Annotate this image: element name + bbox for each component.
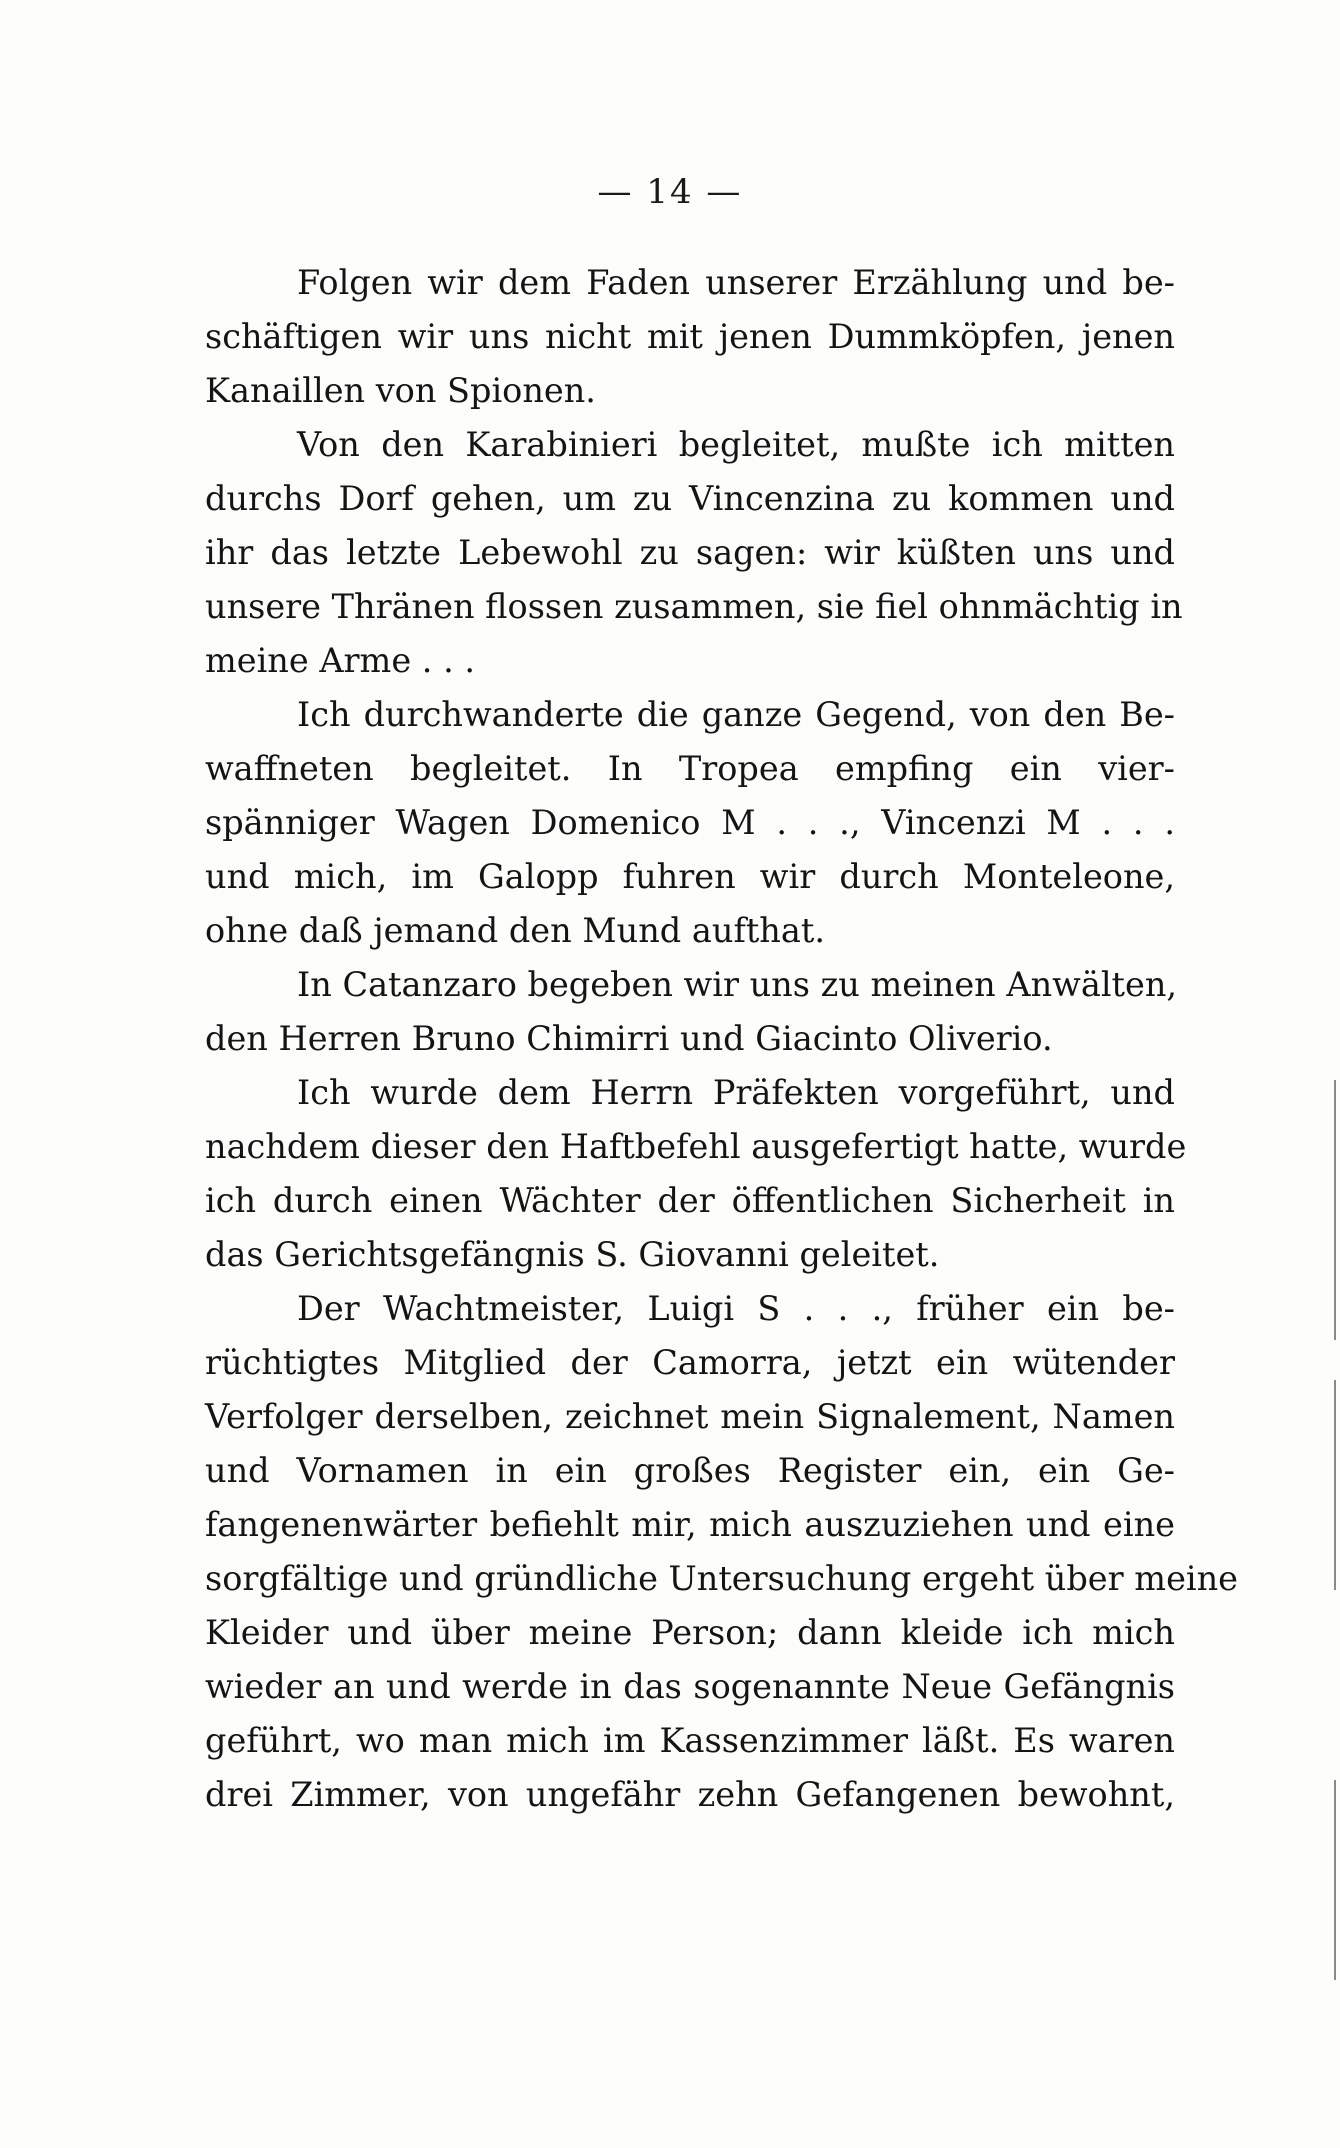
paragraph xyxy=(205,1282,1239,1822)
text-line: Ich durchwanderte die ganze Gegend, von den Be- xyxy=(297,695,1175,734)
text-line: rüchtigtes Mitglied der Camorra, jetzt ein wütender xyxy=(205,1343,1175,1382)
text-line: das Gerichtsgefängnis S. Giovanni geleitet. xyxy=(205,1235,940,1274)
text-line: waffneten begleitet. In Tropea empfing ein vier- xyxy=(205,749,1175,788)
page-number: — 14 — xyxy=(597,172,743,212)
text-line: fangenenwärter befiehlt mir, mich auszuziehen und eine xyxy=(205,1505,1175,1544)
text-line: unsere Thränen flossen zusammen, sie fiel ohnmächtig in xyxy=(205,587,1183,626)
paragraph xyxy=(205,958,1178,1066)
text-line: wieder an und werde in das sogenannte Neue Gefängnis xyxy=(205,1667,1175,1706)
text-line: Ich wurde dem Herrn Präfekten vorgeführt, und xyxy=(297,1073,1175,1112)
scan-edge-mark xyxy=(1334,1380,1336,1590)
paragraph xyxy=(205,688,1175,958)
scan-edge-mark xyxy=(1334,1080,1336,1340)
text-line: ohne daß jemand den Mund aufthat. xyxy=(205,911,825,950)
text-line: Kleider und über meine Person; dann kleide ich mich xyxy=(205,1613,1175,1652)
text-line: Verfolger derselben, zeichnet mein Signalement, Namen xyxy=(205,1397,1175,1436)
text-line: spänniger Wagen Domenico M . . ., Vincenzi M . . . xyxy=(205,803,1175,842)
text-line: ihr das letzte Lebewohl zu sagen: wir küßten uns und xyxy=(205,533,1175,572)
text-line: ich durch einen Wächter der öffentlichen Sicherheit in xyxy=(205,1181,1175,1220)
text-line: Kanaillen von Spionen. xyxy=(205,371,596,410)
scan-edge-mark xyxy=(1334,1780,1336,1980)
body-text xyxy=(205,256,1239,1822)
page-edge-shadow xyxy=(1326,0,1340,2148)
text-line: In Catanzaro begeben wir uns zu meinen Anwälten, xyxy=(297,965,1178,1004)
text-line: den Herren Bruno Chimirri und Giacinto Oliverio. xyxy=(205,1019,1053,1058)
text-line: Der Wachtmeister, Luigi S . . ., früher ein be- xyxy=(297,1289,1175,1328)
text-line: meine Arme . . . xyxy=(205,641,476,680)
text-line: nachdem dieser den Haftbefehl ausgefertigt hatte, wurde xyxy=(205,1127,1187,1166)
paragraph xyxy=(205,1066,1187,1282)
text-line: schäftigen wir uns nicht mit jenen Dummköpfen, jenen xyxy=(205,317,1175,356)
paragraph xyxy=(205,418,1183,688)
text-line: geführt, wo man mich im Kassenzimmer läßt. Es waren xyxy=(205,1721,1175,1760)
text-line: Folgen wir dem Faden unserer Erzählung und be- xyxy=(297,263,1175,302)
text-line: und Vornamen in ein großes Register ein, ein Ge- xyxy=(205,1451,1175,1490)
paragraph xyxy=(205,256,1175,418)
text-line: Von den Karabinieri begleitet, mußte ich mitten xyxy=(297,425,1175,464)
text-line: drei Zimmer, von ungefähr zehn Gefangenen bewohnt, xyxy=(205,1775,1175,1814)
text-line: sorgfältige und gründliche Untersuchung ergeht über meine xyxy=(205,1559,1239,1598)
text-line: und mich, im Galopp fuhren wir durch Monteleone, xyxy=(205,857,1175,896)
text-line: durchs Dorf gehen, um zu Vincenzina zu kommen und xyxy=(205,479,1175,518)
